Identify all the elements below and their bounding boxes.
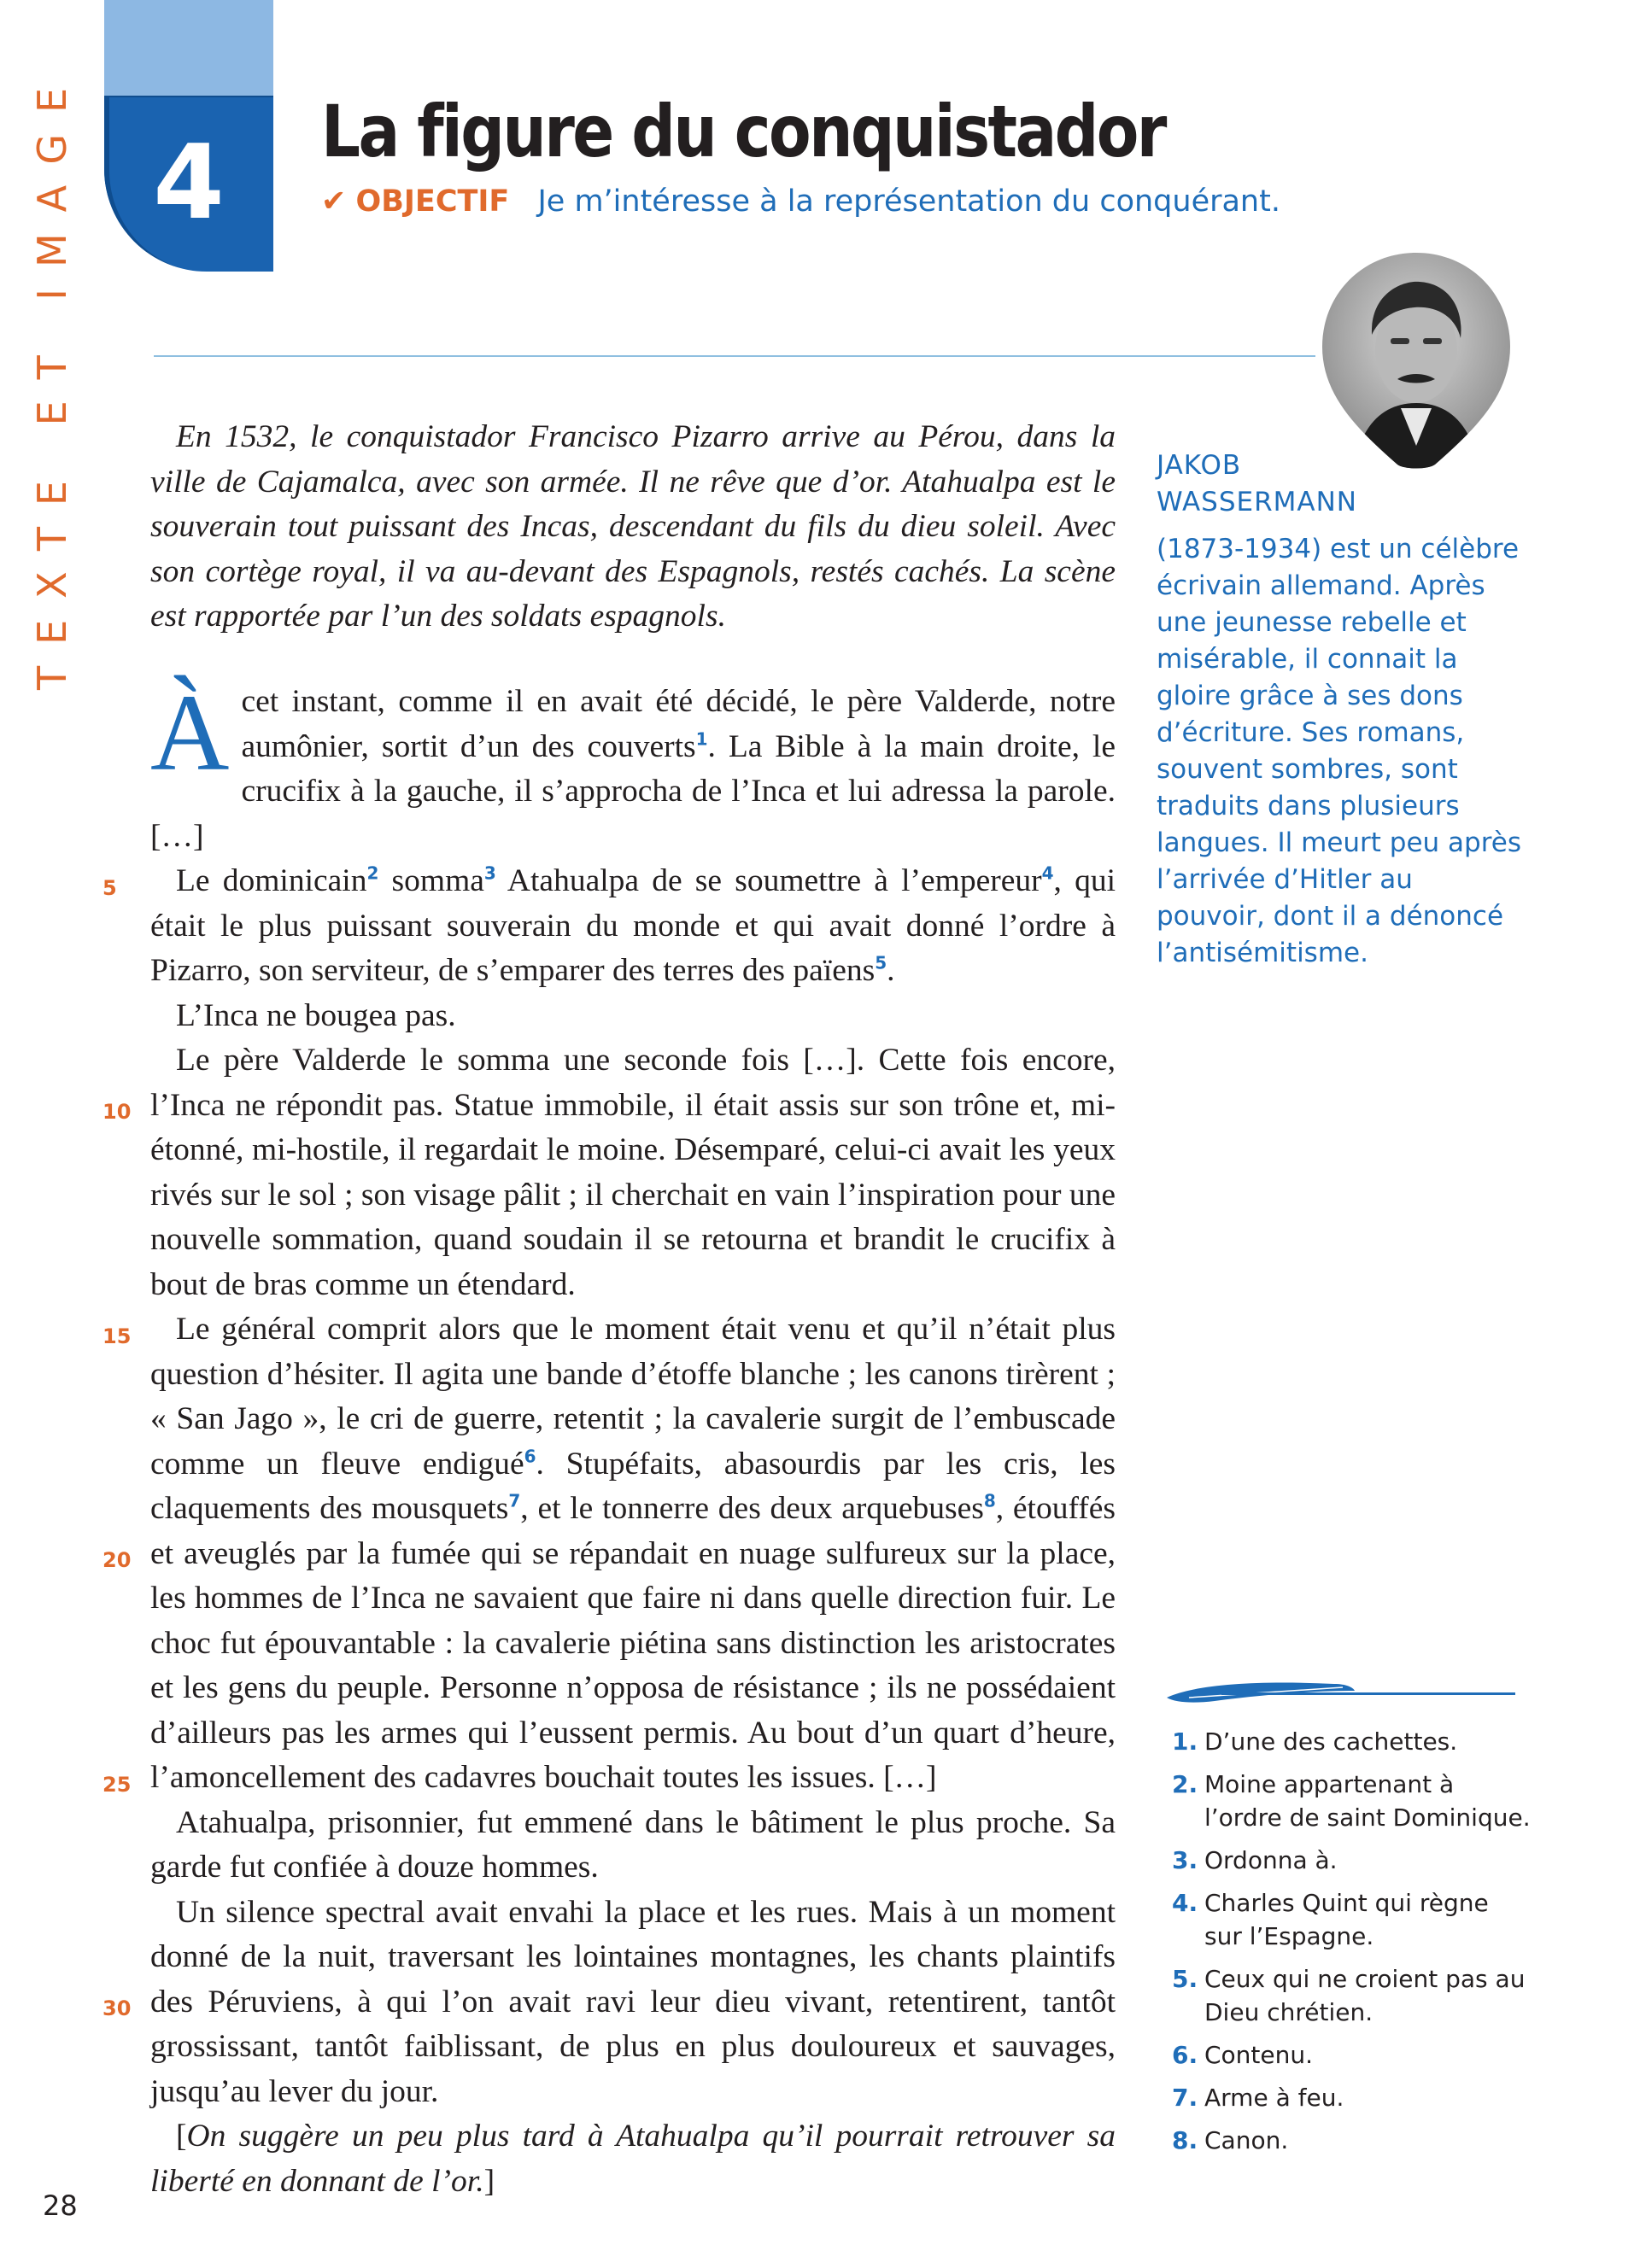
- footnote-number: 2.: [1172, 1770, 1198, 1798]
- footnote-text: Arme à feu.: [1204, 2084, 1344, 2112]
- text-span: . La Bible à la main droite, le crucifix à la gauche, il s’approcha de l’Inca et lui adressa la parole. […]: [150, 728, 1116, 854]
- author-name-line: WASSERMANN: [1157, 487, 1357, 517]
- footnote: [1172, 1886, 1531, 1953]
- text-span: .: [887, 953, 895, 988]
- badge-top-band: [104, 0, 273, 101]
- text-span: Le dominicain: [176, 863, 367, 898]
- footnote-number: 8.: [1172, 2126, 1198, 2154]
- text-span: , et le tonnerre des deux arquebuses: [520, 1491, 984, 1526]
- footnote: [1172, 1725, 1531, 1758]
- author-portrait: [1319, 249, 1514, 470]
- paragraph: [150, 2114, 1116, 2204]
- line-number: 10: [102, 1100, 132, 1124]
- footnote-number: 6.: [1172, 2041, 1198, 2069]
- quill-icon: [1163, 1679, 1356, 1704]
- header-divider: [154, 355, 1315, 357]
- paragraph: [150, 672, 1116, 859]
- text-span: ]: [483, 2163, 495, 2199]
- page-title: La figure du conquistador: [321, 90, 1165, 173]
- footnote-text: Contenu.: [1204, 2041, 1314, 2069]
- paragraph: Un silence spectral avait envahi la place et les rues. Mais à un moment donné de la nuit, traversant les lointaines montagnes, les chants plaintifs des Péruviens, à qui l’on avait ravi leur dieu vivant, retentirent, tantôt grossissant, tantôt faiblissant, de plus en plus douloureux et sauvages, jusqu’au lever du jour.: [150, 1894, 1116, 2109]
- footnote: [1172, 1962, 1531, 2029]
- side-label-text: TEXTE ET IMAGE: [29, 66, 75, 691]
- text-span: On suggère un peu plus tard à Atahualpa qu’il pourrait retrouver sa liberté en donnant de l’or.: [150, 2119, 1116, 2199]
- line-number: 25: [102, 1773, 132, 1797]
- lesson-number-badge: [104, 96, 273, 272]
- lesson-number: 4: [153, 124, 225, 243]
- side-section-label: [31, 51, 73, 726]
- footnote-number: 1.: [1172, 1727, 1198, 1756]
- author-name-line: JAKOB: [1157, 450, 1242, 481]
- line-number: 5: [102, 876, 117, 900]
- footnote: [1172, 2081, 1531, 2114]
- line-number: 15: [102, 1324, 132, 1348]
- footnotes: [1172, 1725, 1531, 2166]
- text-span: , qui était le plus puissant souverain du monde et qui avait donné l’ordre à Pizarro, son serviteur, de s’emparer des terres des païens: [150, 863, 1116, 988]
- line-number: 20: [102, 1548, 132, 1572]
- paragraph: [150, 859, 1116, 994]
- note-ref: 3: [483, 862, 496, 884]
- footnote: [1172, 1768, 1531, 1834]
- author-name: [1157, 447, 1524, 521]
- paragraph: [150, 1307, 1116, 1801]
- footnote-number: 3.: [1172, 1846, 1198, 1874]
- text-span: . Stupéfaits, abasourdis par les cris, les claquements des mousquets: [150, 1446, 1116, 1526]
- objective-label: OBJECTIF: [355, 184, 510, 219]
- footnote-number: 7.: [1172, 2084, 1198, 2112]
- footnote: [1172, 2124, 1531, 2157]
- paragraph: Atahualpa, prisonnier, fut emmené dans le bâtiment le plus proche. Sa garde fut confiée à douze hommes.: [150, 1804, 1116, 1885]
- page-number: 28: [43, 2189, 78, 2222]
- objective-text: Je m’intéresse à la représentation du conquérant.: [537, 184, 1280, 219]
- footnote-text: Ordonna à.: [1204, 1846, 1338, 1874]
- note-ref: 4: [1041, 862, 1054, 884]
- text-span: Atahualpa de se soumettre à l’empereur: [495, 863, 1042, 898]
- text-span: somma: [378, 863, 484, 898]
- note-ref: 6: [524, 1446, 536, 1466]
- main-text: [150, 672, 1116, 2204]
- note-ref: 7: [508, 1490, 521, 1511]
- note-ref: 1: [695, 728, 708, 749]
- text-span: cet instant, comme il en avait été décidé, le père Valderde, notre aumônier, sortit d’un des couverts: [241, 684, 1116, 764]
- footnote: [1172, 2038, 1531, 2072]
- footnote: [1172, 1844, 1531, 1877]
- note-ref: 5: [875, 952, 887, 973]
- footnote-text: Canon.: [1204, 2126, 1289, 2154]
- footnote-text: D’une des cachettes.: [1204, 1727, 1458, 1756]
- drop-cap: À: [150, 672, 230, 793]
- paragraph: Le père Valderde le somma une seconde fois […]. Cette fois encore, l’Inca ne répondit pas. Statue immobile, il était assis sur son trône et, mi-étonné, mi-hostile, il regardait le moine. Désemparé, celui-ci avait les yeux rivés sur le sol ; son visage pâlit ; il cherchait en vain l’inspiration pour une nouvelle sommation, quand soudain il se retourna et brandit le crucifix à bout de bras comme un étendard.: [150, 1043, 1116, 1302]
- text-span: [: [176, 2119, 187, 2154]
- note-ref: 8: [983, 1490, 996, 1511]
- text-span: , étouffés et aveuglés par la fumée qui se répandait en nuage sulfureux sur la place, les hommes de l’Inca ne savaient que faire ni dans quelle direction fuir. Le choc fut épouvantable : la cavalerie piétina sans distinction les aristocrates et les gens du peuple. Personne n’opposa de résistance ; ils ne possédaient d’ailleurs pas les armes qui l’eussent permis. Au bout d’un quart d’heure, l’amoncellement des cadavres bouchait toutes les issues. […]: [150, 1491, 1116, 1795]
- objective-line: [321, 184, 1280, 219]
- line-number: 30: [102, 1996, 132, 2020]
- check-icon: ✔: [321, 184, 347, 219]
- intro-paragraph: En 1532, le conquistador Francisco Pizarro arrive au Pérou, dans la ville de Cajamalca, avec son armée. Il ne rêve que d’or. Atahualpa est le souverain tout puissant des Incas, descendant du fils du dieu soleil. Avec son cortège royal, il va au-devant des Espagnols, restés cachés. La scène est rapportée par l’un des soldats espagnols.: [150, 419, 1116, 634]
- footnote-number: 4.: [1172, 1889, 1198, 1917]
- paragraph: L’Inca ne bougea pas.: [176, 997, 456, 1033]
- footnote-text: Ceux qui ne croient pas au Dieu chrétien.: [1204, 1965, 1526, 2026]
- footnote-number: 5.: [1172, 1965, 1198, 1993]
- footnote-text: Charles Quint qui règne sur l’Espagne.: [1204, 1889, 1489, 1950]
- text-span: Le général comprit alors que le moment était venu et qu’il n’était plus question d’hésiter. Il agita une bande d’étoffe blanche ; les canons tirèrent ; « San Jago », le cri de guerre, retentit ; la cavalerie surgit de l’embuscade comme un fleuve endigué: [150, 1312, 1116, 1482]
- author-bio-text: (1873-1934) est un célèbre écrivain allemand. Après une jeunesse rebelle et misérable, il connait la gloire grâce à ses dons d’écriture. Ses romans, souvent sombres, sont traduits dans plusieurs langues. Il meurt peu après l’arrivée d’Hitler au pouvoir, dont il a dénoncé l’antisémitisme.: [1157, 534, 1522, 968]
- notes-divider: [1221, 1692, 1515, 1695]
- footnote-text: Moine appartenant à l’ordre de saint Dominique.: [1204, 1770, 1531, 1832]
- note-ref: 2: [366, 862, 379, 884]
- author-bio: [1157, 447, 1524, 972]
